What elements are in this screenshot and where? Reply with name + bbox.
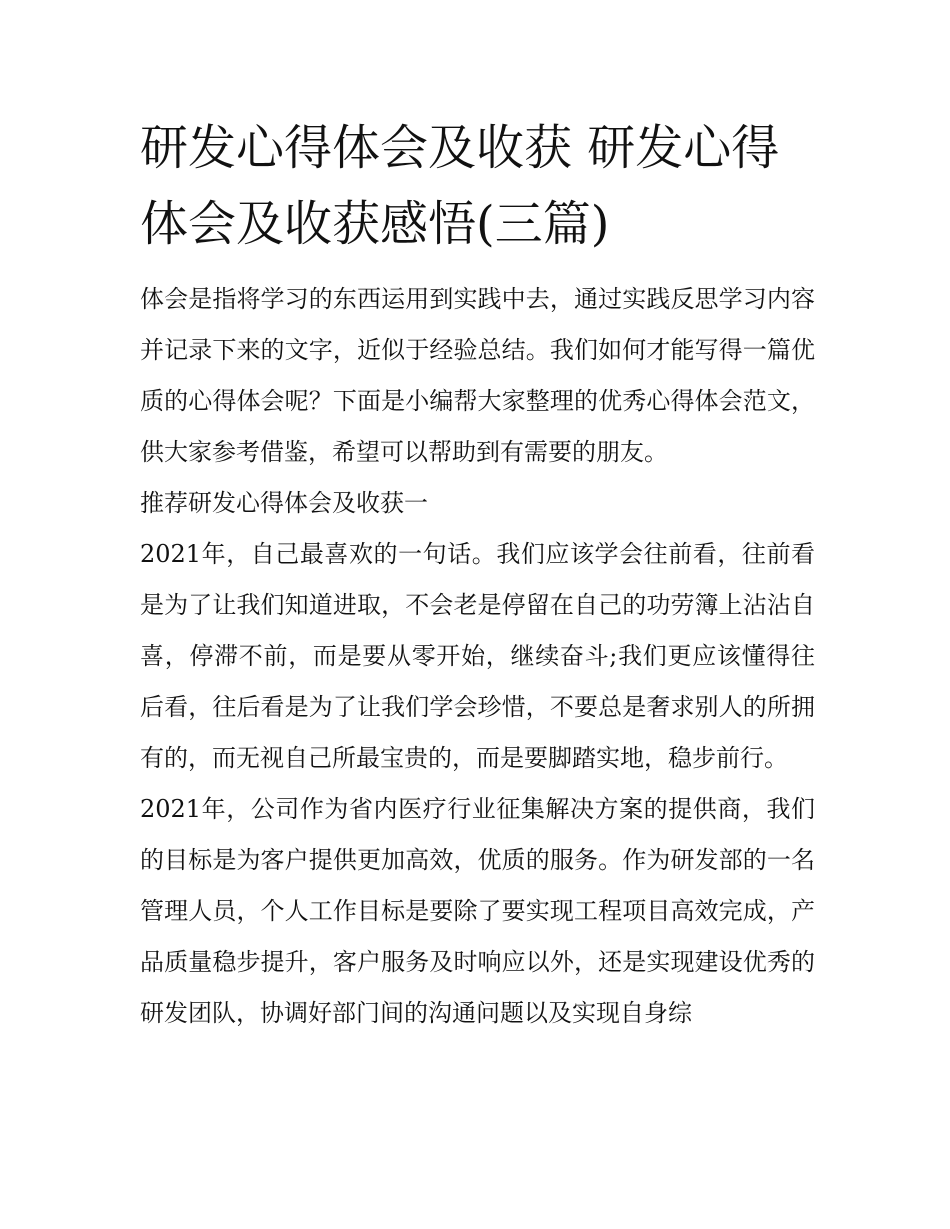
body-paragraph: 2021年，公司作为省内医疗行业征集解决方案的提供商，我们的目标是为客户提供更加高效，优质的服务。作为研发部的一名管理人员，个人工作目标是要除了要实现工程项目高效完成，产品质量稳步提升，客户服务及时响应以外，还是实现建设优秀的研发团队，协调好部门间的沟通问题以及实现自身综	[140, 795, 815, 1027]
body-paragraph: 2021年，自己最喜欢的一句话。我们应该学会往前看，往前看是为了让我们知道进取，不会老是停留在自己的功劳簿上沾沾自喜，停滞不前，而是要从零开始，继续奋斗;我们更应该懂得往后看，往后看是为了让我们学会珍惜，不要总是奢求别人的所拥有的，而无视自己所最宝贵的，而是要脚踏实地，稳步前行。	[140, 540, 815, 772]
section-heading: 推荐研发心得体会及收获一	[140, 489, 428, 517]
document-body	[140, 110, 815, 1039]
intro-paragraph: 体会是指将学习的东西运用到实践中去，通过实践反思学习内容并记录下来的文字，近似于经验总结。我们如何才能写得一篇优质的心得体会呢？下面是小编帮大家整理的优秀心得体会范文，供大家参考借鉴，希望可以帮助到有需要的朋友。	[140, 285, 815, 466]
document-title: 研发心得体会及收获 研发心得体会及收获感悟(三篇)	[140, 120, 780, 252]
